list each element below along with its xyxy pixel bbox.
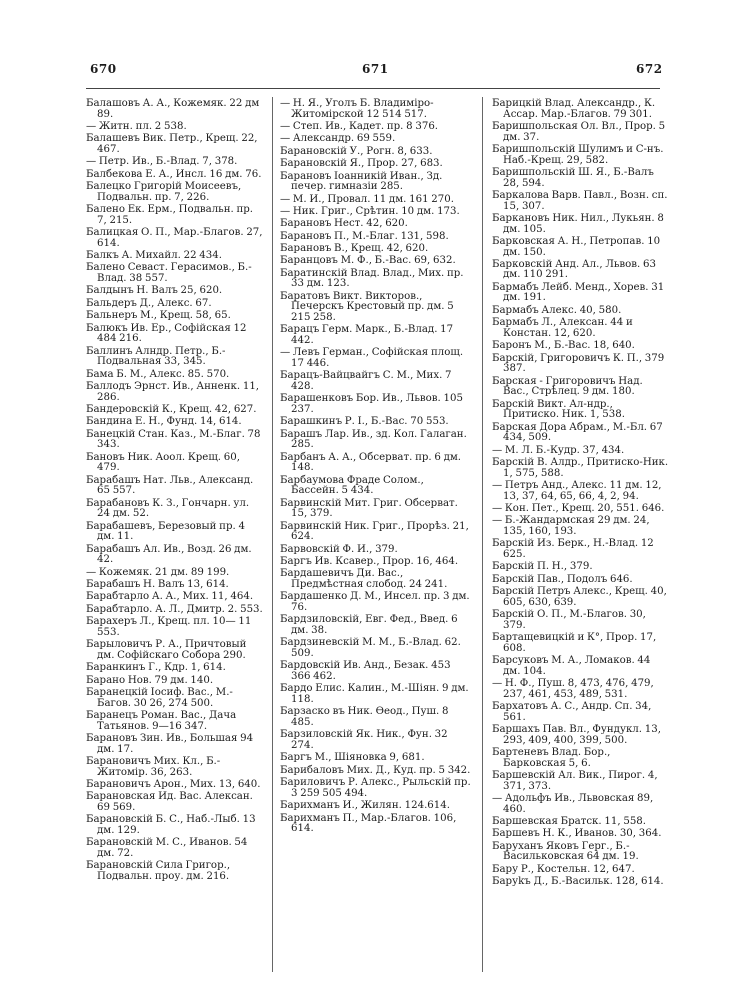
directory-entry: Барабановъ К. З., Гончарн. ул. 24 дм. 52. xyxy=(86,497,250,520)
directory-entry: Барскій О. П., М.-Благов. 30, 379. xyxy=(492,609,646,631)
directory-entry: Барвовскій Ф. И., 379. xyxy=(280,543,398,555)
directory-entry: Барицкій Влад. Александр., К. Ассар. Мар.-Благов. 79 301. xyxy=(492,98,656,120)
directory-entry: Баришпольскій Ш. Я., Б.-Валъ 28, 594. xyxy=(492,166,654,189)
directory-entry: Бару Р., Костельн. 12, 647. xyxy=(492,863,635,875)
directory-entry: Бальдеръ Д., Алекс. 67. xyxy=(86,297,212,309)
directory-entry: Баршевскій Ал. Вик., Пирог. 4, 371, 373. xyxy=(492,769,658,792)
directory-entry: — Б.-Жандармская 29 дм. 24, 135, 160, 193. xyxy=(492,515,650,537)
directory-entry: Баранецъ Роман. Вас., Дача Татьянов. 9—16 347. xyxy=(86,709,237,732)
directory-entry: Бармабъ Алекс. 40, 580. xyxy=(492,304,622,316)
directory-entry: Балдынъ Н. Валъ 25, 620. xyxy=(86,285,223,297)
directory-entry: Барановъ Нест. 42, 620. xyxy=(280,218,408,230)
directory-entry: Барская - Григоровичъ Над. Вас., Стрѣлец. 9 дм. 180. xyxy=(492,375,643,398)
directory-entry: — Житн. пл. 2 538. xyxy=(86,120,187,132)
directory-entry: Барвинскій Ник. Григ., Прорѣз. 21, 624. xyxy=(280,520,469,543)
directory-entry: Баршахъ Пав. Вл., Фундукл. 13, 293, 409, 400, 399, 500. xyxy=(492,723,661,746)
directory-entry: Барановъ Зин. Ив., Большая 94 дм. 17. xyxy=(86,732,254,755)
directory-entry: Барановскій Б. С., Наб.-Лыб. 13 дм. 129. xyxy=(86,814,256,836)
header-rule xyxy=(86,88,660,89)
directory-entry: Барановскій М. С., Иванов. 54 дм. 72. xyxy=(86,837,248,859)
directory-entry: Бандина Е. Н., Фунд. 14, 614. xyxy=(86,416,242,428)
directory-entry: Баратинскій Влад. Влад., Мих. пр. 33 дм. 123. xyxy=(280,267,464,290)
directory-entry: Барабтарло А. А., Мих. 11, 464. xyxy=(86,591,254,603)
directory-entry: Барановъ Іоанникій Иван., Зд. печер. гимназіи 285. xyxy=(280,170,443,193)
directory-entry: Бальнеръ М., Крещ. 58, 65. xyxy=(86,310,231,322)
directory-entry: Баркановъ Ник. Нил., Лукьян. 8 дм. 105. xyxy=(492,212,664,235)
directory-entry: Барановъ В., Крещ. 42, 620. xyxy=(280,243,429,255)
directory-entry: Барвинскій Мит. Григ. Обсерват. 15, 379. xyxy=(280,497,458,520)
directory-entry: Баришпольскій Шулимъ и С-нъ. Наб.-Крещ. 29, 582. xyxy=(492,143,664,166)
directory-entry: Балицкая О. П., Мар.-Благов. 27, 614. xyxy=(86,227,263,249)
directory-entry: Барановская Ид. Вас. Алексан. 69 569. xyxy=(86,791,253,813)
directory-entry: Бардо Елис. Калин., М.-Шіян. 9 дм. 118. xyxy=(280,683,469,705)
directory-entry: Барскій П. Н., 379. xyxy=(492,561,593,573)
directory-entry: Баратовъ Викт. Викторов., Печерскъ Крестовый пр. дм. 5 215 258. xyxy=(280,290,454,324)
directory-entry: Бартащевицкій и К°, Прор. 17, 608. xyxy=(492,632,657,654)
directory-entry: Баркалова Варв. Павл., Возн. сп. 15, 307. xyxy=(492,189,668,212)
directory-entry: Балбекова Е. А., Инсл. 16 дм. 76. xyxy=(86,168,262,180)
directory-column-left xyxy=(86,99,264,884)
directory-entry: Баруханъ Яковъ Герг., Б.-Васильковская 64 дм. 19. xyxy=(492,840,639,863)
directory-entry: Барскій Из. Берк., Н.-Влад. 12 625. xyxy=(492,538,654,560)
directory-entry: Барбанъ А. А., Обсерват. пр. 6 дм. 148. xyxy=(280,451,462,474)
directory-entry: Бариловичъ Р. Алекс., Рыльскій пр. 3 259 505 494. xyxy=(280,777,471,799)
directory-entry: Бандеровскій К., Крещ. 42, 627. xyxy=(86,403,257,415)
directory-entry: — Петръ Анд., Алекс. 11 дм. 12, 13, 37, 64, 65, 66, 4, 2, 94. xyxy=(492,479,662,502)
directory-entry: Барано Нов. 79 дм. 140. xyxy=(86,674,214,686)
directory-entry: Банецкій Стан. Каз., М.-Благ. 78 343. xyxy=(86,428,261,451)
directory-entry: Барацъ Герм. Марк., Б.-Влад. 17 442. xyxy=(280,324,454,347)
directory-entry: Барковскій Анд. Ал., Львов. 63 дм. 110 291. xyxy=(492,258,656,281)
directory-entry: Барыловичъ Р. А., Причтовый дм. Софійскаго Собора 290. xyxy=(86,639,247,661)
directory-entry: Балецко Григорій Моисеевъ, Подвальн. пр. 7, 226. xyxy=(86,181,242,203)
directory-column-middle xyxy=(280,99,471,836)
directory-entry: Барацъ-Вайцвайгъ С. М., Мих. 7 428. xyxy=(280,370,452,392)
directory-column-right xyxy=(492,99,670,889)
directory-entry: — Кожемяк. 21 дм. 89 199. xyxy=(86,566,230,578)
directory-entry: Бардашенко Д. М., Инсел. пр. 3 дм. 76. xyxy=(280,591,470,614)
directory-entry: Барбаумова Фраде Солом., Бассейн. 5 434. xyxy=(280,474,424,497)
directory-entry: Барабашъ Ал. Ив., Возд. 26 дм. 42. xyxy=(86,543,252,566)
directory-entry: Барановскій Я., Прор. 27, 683. xyxy=(280,158,443,170)
directory-entry: Барановъ П., М.-Благ. 131, 598. xyxy=(280,230,449,242)
directory-entry: Барскій, Григоровичъ К. П., 379 387. xyxy=(492,352,665,375)
directory-entry: Баршевъ Н. К., Иванов. 30, 364. xyxy=(492,828,662,840)
directory-entry: Барзиловскій Як. Ник., Фун. 32 274. xyxy=(280,729,448,751)
directory-entry: Барибаловъ Мих. Д., Куд. пр. 5 342. xyxy=(280,764,471,776)
directory-entry: Баранцовъ М. Ф., Б.-Вас. 69, 632. xyxy=(280,255,456,267)
directory-entry: Барабтарло. А. Л., Дмитр. 2. 553. xyxy=(86,603,263,615)
directory-entry: — Кон. Пет., Крещ. 20, 551. 646. xyxy=(492,502,665,514)
directory-entry: Барихманъ П., Мар.-Благов. 106, 614. xyxy=(280,812,457,835)
directory-entry: Барановскій Сила Григор., Подвальн. проу. дм. 216. xyxy=(86,860,231,882)
directory-entry: Барковская А. Н., Петропав. 10 дм. 150. xyxy=(492,235,661,258)
directory-entry: Баранкинъ Г., Кдр. 1, 614. xyxy=(86,662,226,674)
directory-entry: Бармабъ Л., Алексан. 44 и Констан. 12, 620. xyxy=(492,317,633,339)
page-number-right: 672 xyxy=(636,62,663,76)
page-number-middle: 671 xyxy=(362,62,389,76)
directory-entry: — Петр. Ив., Б.-Влад. 7, 378. xyxy=(86,156,238,168)
directory-entry: Барабашевъ, Березовый пр. 4 дм. 11. xyxy=(86,520,245,543)
column-divider xyxy=(482,97,483,972)
directory-entry: Барихманъ И., Жилян. 124.614. xyxy=(280,800,450,812)
directory-entry: Бархатовъ А. С., Андр. Сп. 34, 561. xyxy=(492,700,652,723)
directory-entry: Бардовскій Ив. Анд., Безак. 453 366 462. xyxy=(280,660,451,682)
directory-entry: Балюкъ Ив. Ер., Софійская 12 484 216. xyxy=(86,322,247,345)
directory-entry: Барсуковъ М. А., Ломаков. 44 дм. 104. xyxy=(492,655,651,677)
directory-entry: — Н. Я., Уголъ Б. Владиміро-Житомірской 12 514 517. xyxy=(280,98,434,120)
directory-entry: — Адольфъ Ив., Львовская 89, 460. xyxy=(492,792,654,815)
directory-entry: Баришпольская Ол. Вл., Прор. 5 дм. 37. xyxy=(492,120,666,143)
directory-entry: Баранецкій Іосиф. Вас., М.-Багов. 30 26, 274 500. xyxy=(86,686,233,709)
directory-entry: Барахеръ Л., Крещ. пл. 10— 11 553. xyxy=(86,616,252,638)
directory-entry: Бановъ Ник. Аоол. Крещ. 60, 479. xyxy=(86,451,240,474)
directory-entry: Балкъ А. Михайл. 22 434. xyxy=(86,250,222,262)
directory-entry: Бардзиловскій, Евг. Фед., Введ. 6 дм. 38. xyxy=(280,614,458,637)
directory-entry: Балашевъ Вик. Петр., Крещ. 22, 467. xyxy=(86,133,258,155)
directory-entry: Барановичъ Мих. Кл., Б.-Житомір. 36, 263. xyxy=(86,755,221,778)
directory-entry: Барскій Пав., Подолъ 646. xyxy=(492,573,633,585)
directory-entry: Барашенковъ Бор. Ив., Львов. 105 237. xyxy=(280,393,463,415)
directory-entry: Барскій В. Алдр., Притиско-Ник. 1, 575, 588. xyxy=(492,456,669,479)
page-number-left: 670 xyxy=(90,62,117,76)
directory-entry: Баршевская Братск. 11, 558. xyxy=(492,815,647,827)
directory-entry: — М. И., Провал. 11 дм. 161 270. xyxy=(280,193,454,205)
directory-entry: — Степ. Ив., Кадет. пр. 8 376. xyxy=(280,120,439,132)
directory-entry: Барскій Викт. Ал-ндр., Притиско. Ник. 1, 538. xyxy=(492,398,625,421)
directory-entry: Барская Дора Абрам., М.-Бл. 67 434, 509. xyxy=(492,421,663,444)
directory-entry: Барабашъ Н. Валъ 13, 614. xyxy=(86,579,229,591)
directory-entry: Балено Севаст. Герасимов., Б.-Влад. 38 557. xyxy=(86,262,252,285)
directory-entry: Балашовъ А. А., Кожемяк. 22 дм 89. xyxy=(86,98,260,120)
directory-entry: Баронъ М., Б.-Вас. 18, 640. xyxy=(492,340,635,352)
directory-entry: — М. Л. Б.-Кудр. 37, 434. xyxy=(492,444,625,456)
directory-entry: Бармабъ Лейб. Менд., Хорев. 31 дм. 191. xyxy=(492,281,665,304)
directory-entry: Балено Ек. Ерм., Подвальн. пр. 7, 215. xyxy=(86,204,254,226)
directory-entry: — Н. Ф., Пуш. 8, 473, 476, 479, 237, 461, 453, 489, 531. xyxy=(492,678,654,700)
directory-entry: Баргъ М., Шіяновка 9, 681. xyxy=(280,752,425,764)
directory-entry: — Левъ Герман., Софійская площ. 17 446. xyxy=(280,347,464,370)
directory-entry: Бардашевичъ Ди. Вас., Предмѣстная слобод. 24 241. xyxy=(280,568,448,591)
directory-entry: — Ник. Григ., Срѣтин. 10 дм. 173. xyxy=(280,205,460,217)
directory-entry: — Александр. 69 559. xyxy=(280,133,396,145)
directory-entry: Бартеневъ Влад. Бор., Барковская 5, 6. xyxy=(492,746,611,769)
directory-entry: Барашъ Лар. Ив., зд. Кол. Галаган. 285. xyxy=(280,428,467,451)
directory-entry: Бардзиневскій М. М., Б.-Влад. 62. 509. xyxy=(280,637,461,660)
directory-entry: Барскій Петръ Алекс., Крещ. 40, 605, 630, 639. xyxy=(492,586,667,608)
column-divider xyxy=(272,97,273,972)
directory-entry: Баллинъ Алндр. Петр., Б.-Подвальная 33, 345. xyxy=(86,345,226,368)
directory-entry: Баллодъ Эрнст. Ив., Анненк. 11, 286. xyxy=(86,381,260,403)
directory-entry: Барановичъ Арон., Мих. 13, 640. xyxy=(86,778,261,790)
directory-entry: Барановскій У., Рогн. 8, 633. xyxy=(280,145,433,157)
directory-entry: Баргъ Ив. Ксавер., Прор. 16, 464. xyxy=(280,556,459,568)
directory-entry: Барзаско въ Ник. Ѳеод., Пуш. 8 485. xyxy=(280,706,449,728)
directory-entry: Баруkъ Д., Б.-Васильк. 128, 614. xyxy=(492,876,664,888)
directory-entry: Бама Б. М., Алекс. 85. 570. xyxy=(86,368,230,380)
directory-entry: Барашкинъ Р. І., Б.-Вас. 70 553. xyxy=(280,416,449,428)
page-numbers xyxy=(0,62,750,82)
directory-entry: Барабашъ Нат. Льв., Александ. 65 557. xyxy=(86,474,254,497)
